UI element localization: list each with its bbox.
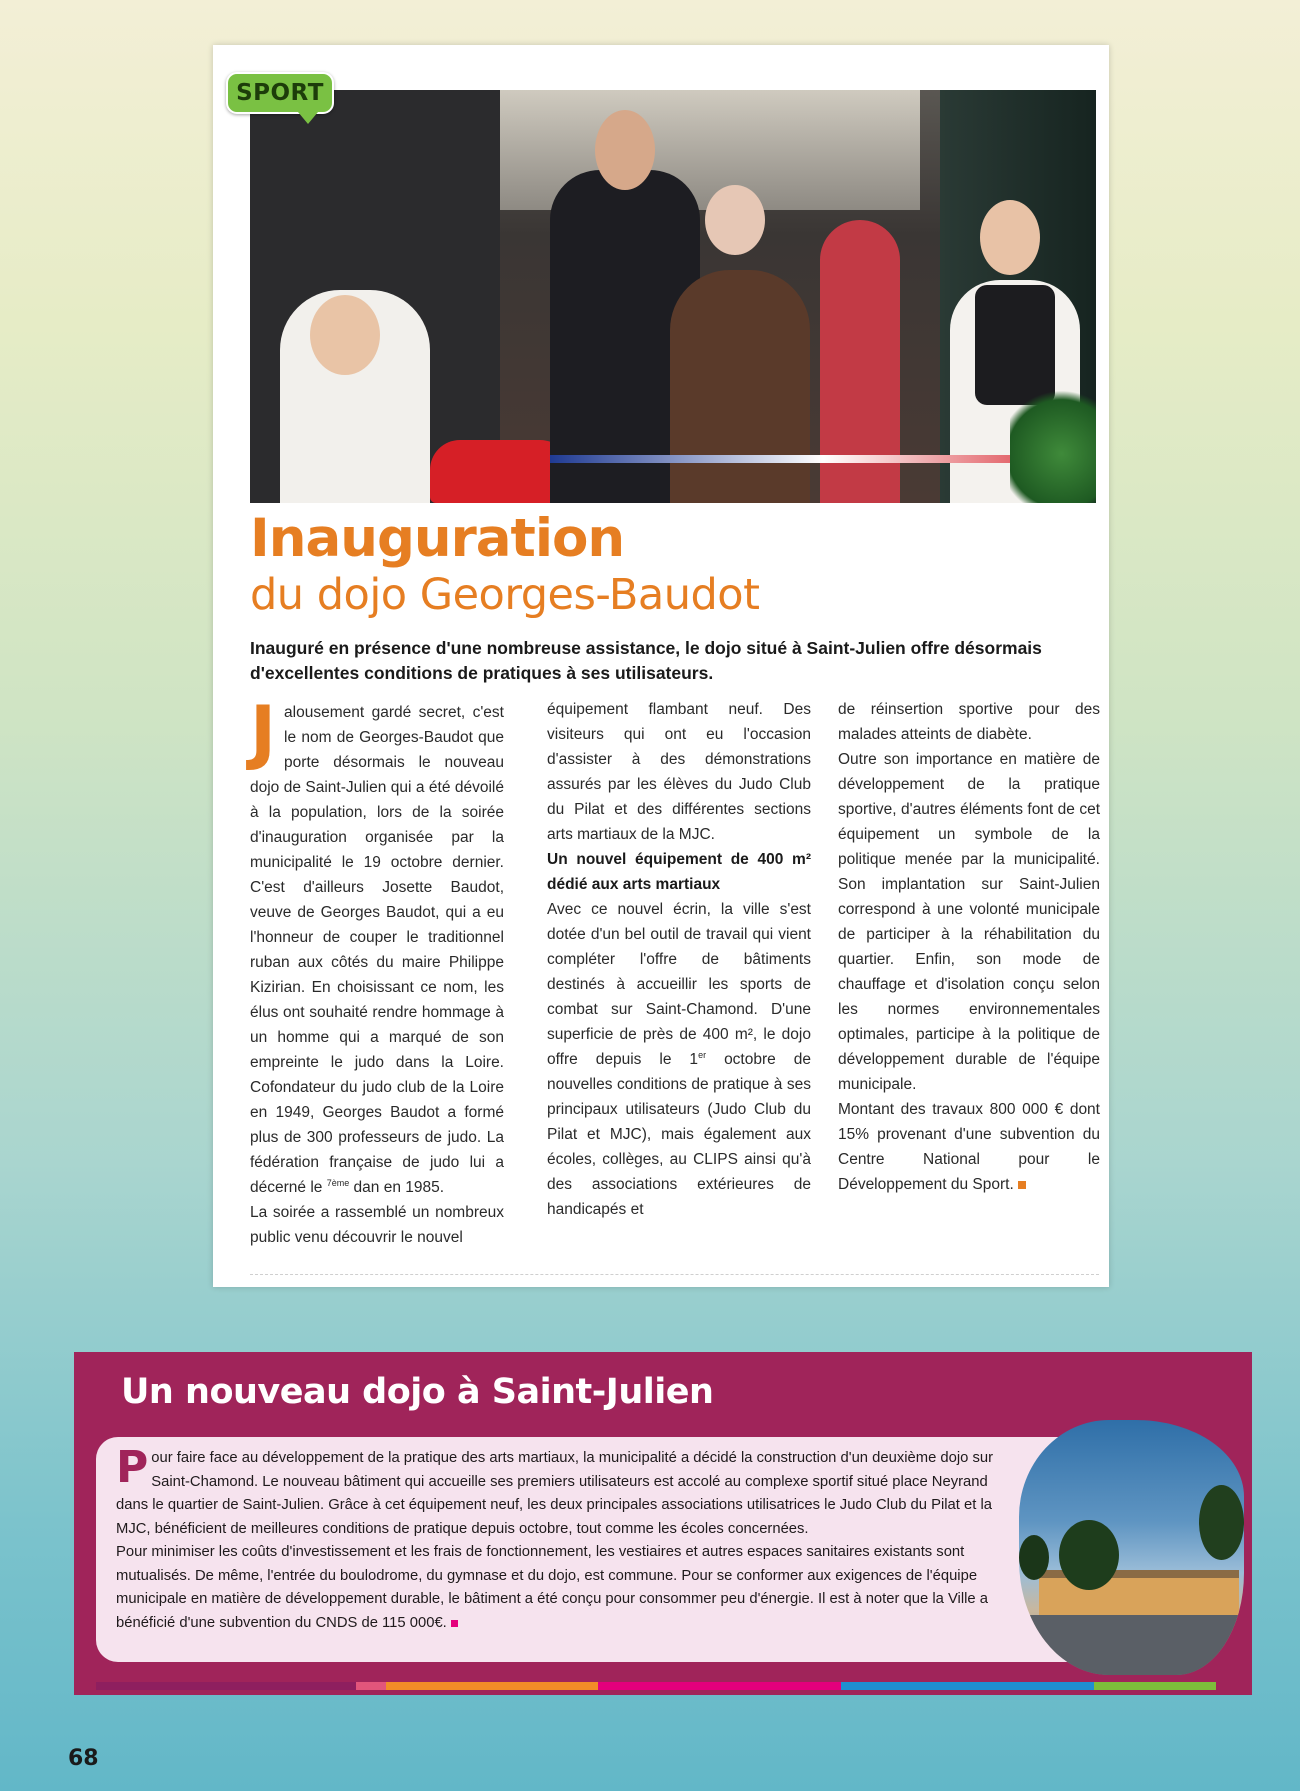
info-box bbox=[74, 1352, 1252, 1695]
body-paragraph: our faire face au développement de la pratique des arts martiaux, la municipalité a décidé la construction d'un deuxième dojo sur Saint-Chamond. Le nouveau bâtiment qui accueille ses premiers utilisateurs est accolé au complexe sportif situé place Neyrand dans le quartier de Saint-Julien. Grâce à cet équipement neuf, les deux principales associations utilisatrices le Judo Club du Pilat et la MJC, bénéficient de meilleures conditions de pratique depuis octobre, tout comme les écoles concernées. bbox=[116, 1450, 994, 1537]
section-subhead: Un nouvel équipement de 400 m² dédié aux arts martiaux bbox=[547, 851, 811, 893]
inauguration-photo bbox=[250, 90, 1096, 503]
article-column-3 bbox=[838, 697, 1100, 1197]
headline: Inauguration bbox=[250, 508, 625, 569]
body-paragraph: de réinsertion sportive pour des malades atteints de diabète. bbox=[838, 701, 1100, 743]
body-paragraph: Outre son importance en matière de développement de la pratique sportive, d'autres éléments font de cet équipement un symbole de la politique menée par la municipalité. Son implantation sur Saint-Julien correspond à une volonté municipale de participer à la réhabilitation du quartier. Enfin, son mode de chauffage et d'isolation conçu selon les normes environnementales optimales, participe à la politique de développement durable de l'équipe municipale. bbox=[838, 751, 1100, 1093]
body-paragraph: Pour minimiser les coûts d'investissement et les frais de fonctionnement, les vestiaires et autres espaces sanitaires existants sont mutualisés. De même, l'entrée du boulodrome, du gymnase et du dojo, est commune. Pour se conformer aux exigences de l'équipe municipale en matière de développement durable, le bâtiment a été conçu pour consommer peu d'énergie. Il est à noter que la Ville a bénéficié d'une subvention du CNDS de 115 000€. bbox=[116, 1544, 988, 1631]
article-column-1 bbox=[250, 691, 504, 1250]
body-paragraph: La soirée a rassemblé un nombreux public venu découvrir le nouvel bbox=[250, 1204, 504, 1246]
body-paragraph: alousement gardé secret, c'est le nom de Georges-Baudot que porte désormais le nouveau dojo de Saint-Julien qui a été dévoilé à la population, lors de la soirée d'inauguration organisée par la municipalité le 19 octobre dernier. C'est d'ailleurs Josette Baudot, veuve de Georges Baudot, qui a eu l'honneur de couper le traditionnel ruban aux côtés du maire Philippe Kizirian. En choisissant ce nom, les élus ont souhaité rendre hommage à un homme qui a marqué de son empreinte le judo dans la Loire. Cofondateur du judo club de la Loire en 1949, Georges Baudot a formé plus de 300 professeurs de judo. La fédération française de judo lui a décerné le $^{7ème}$ dan en 1985. bbox=[250, 704, 504, 1196]
dojo-building-photo bbox=[1019, 1420, 1244, 1675]
color-stripes bbox=[96, 1682, 1216, 1690]
subheadline: du dojo Georges-Baudot bbox=[250, 570, 760, 620]
article-card bbox=[213, 45, 1109, 1287]
stripe-segment bbox=[598, 1682, 841, 1690]
stripe-segment bbox=[386, 1682, 598, 1690]
page-number: 68 bbox=[68, 1746, 99, 1771]
sport-tag: SPORT bbox=[226, 72, 334, 114]
body-paragraph: Avec ce nouvel écrin, la ville s'est dotée d'un bel outil de travail qui vient compléter l'offre de bâtiments destinés à accueillir les sports de combat sur Saint-Chamond. D'une superficie de près de 400 m², le dojo offre depuis le 1er octobre de nouvelles conditions de pratique à ses principaux utilisateurs (Judo Club du Pilat et MJC), mais également aux écoles, collèges, au CLIPS ainsi qu'à des associations extérieures de handicapés et bbox=[547, 901, 811, 1218]
stripe-segment bbox=[841, 1682, 1094, 1690]
stripe-segment bbox=[96, 1682, 356, 1690]
body-paragraph: Montant des travaux 800 000 € dont 15% provenant d'une subvention du Centre National pour le Développement du Sport. bbox=[838, 1101, 1100, 1193]
drop-cap: J bbox=[250, 691, 277, 773]
end-mark-icon bbox=[451, 1620, 458, 1627]
end-mark-icon bbox=[1018, 1181, 1026, 1189]
lead-paragraph: Inauguré en présence d'une nombreuse assistance, le dojo situé à Saint-Julien offre désormais d'excellentes conditions de pratiques à ses utilisateurs. bbox=[250, 638, 1042, 683]
drop-cap: P bbox=[116, 1442, 149, 1493]
stripe-segment bbox=[1094, 1682, 1216, 1690]
info-box-text bbox=[116, 1442, 1016, 1635]
article-column-2 bbox=[547, 697, 811, 1222]
info-box-title: Un nouveau dojo à Saint-Julien bbox=[121, 1372, 714, 1412]
stripe-segment bbox=[356, 1682, 386, 1690]
article-divider bbox=[250, 1274, 1099, 1275]
body-paragraph: équipement flambant neuf. Des visiteurs qui ont eu l'occasion d'assister à des démonstrations assurés par les élèves du Judo Club du Pilat et des différentes sections arts martiaux de la MJC. bbox=[547, 701, 811, 843]
